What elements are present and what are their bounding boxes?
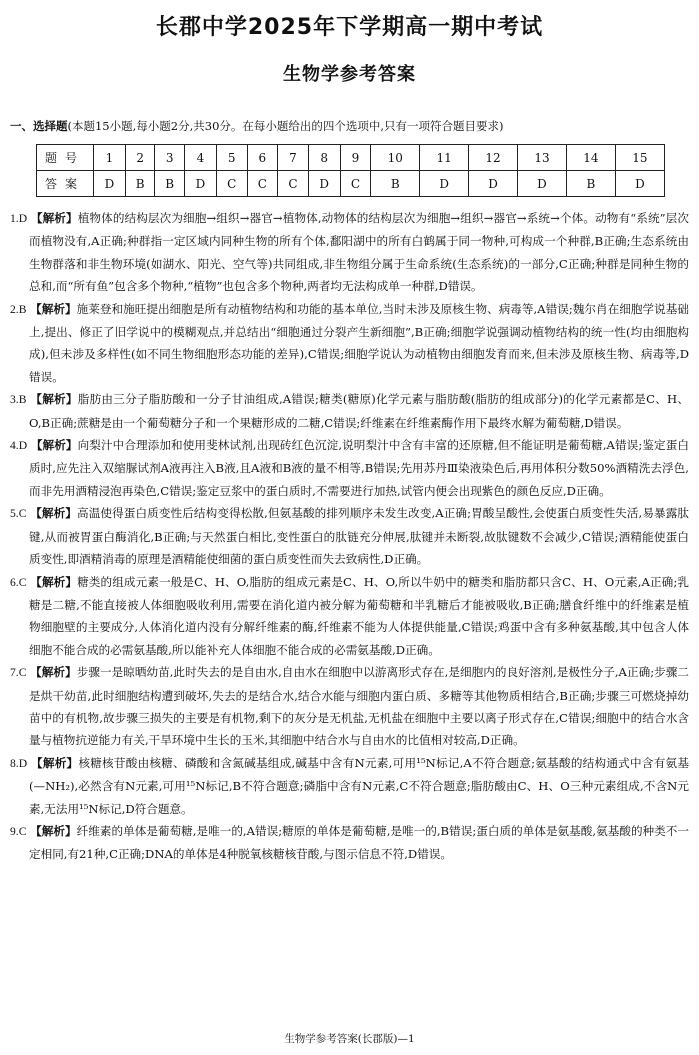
- question-number-row: [37, 145, 665, 171]
- row-label-answer: 答案: [37, 171, 94, 197]
- analysis-tag: 【解析】: [30, 506, 78, 521]
- row-label-question: 题号: [37, 145, 94, 171]
- item-number: 4.D: [10, 439, 28, 453]
- document-subtitle: 生物学参考答案: [283, 64, 416, 85]
- explanation-item: [10, 752, 689, 820]
- explanation-text: 步骤一是晾晒幼苗,此时失去的是自由水,自由水在细胞中以游离形式存在,是细胞内的良好溶剂,是极性分子,A正确;步骤二是烘干幼苗,此时细胞结构遭到破坏,失去的是结合水,结合水能与细胞内蛋白质、多糖等其他物质相结合,B正确;步骤三可燃烧掉幼苗中的有机物,故步骤三损失的主要是有机物,剩下的灰分是无机盐,无机盐在细胞中主要以离子形式存在,C错误;细胞中的结合水含量与植物抗逆能力有关,干旱环境中生长的玉米,其细胞中结合水与自由水的比值相对较高,D正确。: [29, 665, 689, 748]
- section-heading: [10, 118, 690, 134]
- question-number: 15: [615, 145, 664, 171]
- explanation-item: [10, 298, 689, 389]
- explanation-text: 高温使得蛋白质变性后结构变得松散,但氨基酸的排列顺序未发生改变,A正确;胃酸呈酸性,会使蛋白质变性失活,易暴露肽键,从而被胃蛋白酶消化,B正确;与天然蛋白相比,变性蛋白的肽链充分伸展,肽键并未断裂,故肽键数不会减少,C错误;酒精能使蛋白质变性,即酒精消毒的原理是酒精能使细菌的蛋白质变性而失去致病性,D正确。: [29, 506, 690, 567]
- question-number: 3: [155, 145, 185, 171]
- analysis-tag: 【解析】: [30, 211, 78, 225]
- answer-cell: D: [518, 171, 567, 197]
- answer-cell: B: [125, 171, 155, 197]
- page-footer: 生物学参考答案(长郡版)—1: [284, 1033, 415, 1045]
- item-number: 5.C: [10, 507, 27, 521]
- analysis-tag: 【解析】: [30, 665, 77, 680]
- question-number: 5: [216, 145, 247, 171]
- answer-cell: C: [340, 171, 371, 197]
- question-number: 4: [184, 145, 216, 171]
- item-number: 2.B: [10, 302, 27, 316]
- analysis-tag: 【解析】: [30, 392, 78, 407]
- question-number: 10: [371, 145, 420, 171]
- answer-cell: C: [278, 171, 309, 197]
- question-number: 14: [566, 145, 615, 171]
- answer-cell: D: [184, 171, 216, 197]
- question-number: 8: [308, 145, 340, 171]
- item-number: 3.B: [10, 393, 27, 407]
- explanation-item: [10, 388, 689, 434]
- answer-cell: D: [94, 171, 126, 197]
- explanation-text: 脂肪由三分子脂肪酸和一分子甘油组成,A错误;糖类(糖原)化学元素与脂肪酸(脂肪的组成部分)的化学元素都是C、H、O,B正确;蔗糖是由一个葡萄糖分子和一个果糖形成的二糖,C错误;纤维素在纤维素酶作用下最终水解为葡萄糖,D错误。: [29, 392, 689, 430]
- item-number: 7.C: [10, 666, 27, 680]
- explanation-text: 核糖核苷酸由核糖、磷酸和含氮碱基组成,碱基中含有N元素,可用¹⁵N标记,A不符合题意;氨基酸的结构通式中含有氨基(—NH₂),必然含有N元素,可用¹⁵N标记,B不符合题意;磷脂中含有N元素,C不符合题意;脂肪酸由C、H、O三种元素组成,不含N元素,无法用¹⁵N标记,D符合题意。: [29, 755, 689, 816]
- answer-cell: C: [216, 171, 247, 197]
- answer-cell: B: [371, 171, 420, 197]
- item-number: 9.C: [10, 824, 27, 838]
- answer-cell: D: [308, 171, 340, 197]
- explanation-text: 植物体的结构层次为细胞→组织→器官→植物体,动物体的结构层次为细胞→组织→器官→系统→个体。动物有“系统”层次而植物没有,A正确;种群指一定区域内同种生物的所有个体,鄱阳湖中的所有白鹤属于同一物种,可构成一个种群,B正确;生态系统由生物群落和非生物环境(如湖水、阳光、空气等)共同组成,非生物组分属于生命系统(生态系统)的一部分,C正确;种群是同种生物的总和,而“所有鱼”包含多个物种,“植物”也包含多个物种,两者均无法构成单一种群,D错误。: [29, 211, 689, 294]
- explanation-text: 糖类的组成元素一般是C、H、O,脂肪的组成元素是C、H、O,所以牛奶中的糖类和脂肪都只含C、H、O元素,A正确;乳糖是二糖,不能直接被人体细胞吸收利用,需要在消化道内被分解为葡萄糖和半乳糖后才能被吸收,B正确;膳食纤维中的纤维素是植物细胞壁的主要成分,人体消化道内没有分解纤维素的酶,纤维素不能为人体提供能量,C错误;鸡蛋中含有多种氨基酸,其中包含人体细胞不能合成的必需氨基酸,所以能补充人体细胞不能合成的必需氨基酸,D正确。: [29, 574, 690, 657]
- question-number: 6: [247, 145, 278, 171]
- explanation-item: [10, 434, 689, 502]
- item-number: 6.C: [10, 575, 27, 589]
- answer-row: [37, 171, 665, 197]
- explanation-item: [10, 820, 689, 866]
- explanation-item: [10, 207, 689, 298]
- question-number: 1: [94, 145, 126, 171]
- explanation-item: [10, 661, 689, 752]
- analysis-tag: 【解析】: [30, 301, 77, 316]
- answer-table: [36, 144, 665, 197]
- answer-cell: C: [247, 171, 278, 197]
- item-number: 1.D: [10, 212, 28, 225]
- answer-cell: D: [469, 171, 518, 197]
- answer-cell: D: [615, 171, 664, 197]
- analysis-tag: 【解析】: [30, 574, 78, 589]
- question-number: 7: [278, 145, 309, 171]
- answer-cell: D: [420, 171, 469, 197]
- explanation-text: 施莱登和施旺提出细胞是所有动植物结构和功能的基本单位,当时未涉及原核生物、病毒等,A错误;魏尔肖在细胞学说基础上,提出、修正了旧学说中的模糊观点,并总结出“细胞通过分裂产生新细胞”,B正确;细胞学说强调动植物结构的统一性(均由细胞构成),但未涉及多样性(如不同生物细胞形态功能的差异),C错误;细胞学说认为动植物由细胞发育而来,但未涉及原核生物、病毒等,D错误。: [29, 301, 689, 384]
- explanation-text: 向梨汁中合理添加和使用斐林试剂,出现砖红色沉淀,说明梨汁中含有丰富的还原糖,但不能证明是葡萄糖,A错误;鉴定蛋白质时,应先注入双缩脲试剂A液再注入B液,且A液和B液的量不相等,B错误;先用苏丹Ⅲ染液染色后,再用体积分数50%酒精洗去浮色,而非先用酒精浸泡再染色,C错误;鉴定豆浆中的蛋白质时,不需要进行加热,试管内便会出现紫色的颜色反应,D正确。: [29, 438, 689, 498]
- explanation-text: 纤维素的单体是葡萄糖,是唯一的,A错误;糖原的单体是葡萄糖,是唯一的,B错误;蛋白质的单体是氨基酸,氨基酸的种类不一定相同,有21种,C正确;DNA的单体是4种脱氧核糖核苷酸,与图示信息不符,D错误。: [29, 823, 689, 862]
- answer-cell: B: [566, 171, 615, 197]
- analysis-tag: 【解析】: [31, 755, 79, 770]
- item-number: 8.D: [10, 756, 28, 770]
- question-number: 13: [518, 145, 567, 171]
- explanation-item: [10, 502, 689, 570]
- explanation-item: [10, 571, 689, 662]
- question-number: 12: [469, 145, 518, 171]
- section-note: (本题15小题,每小题2分,共30分。在每小题给出的四个选项中,只有一项符合题目要求): [67, 119, 504, 133]
- question-number: 9: [340, 145, 371, 171]
- exam-title: 长郡中学2025年下学期高一期中考试: [155, 15, 544, 40]
- analysis-tag: 【解析】: [30, 823, 77, 838]
- explanation-list: [10, 207, 689, 866]
- section-label: 一、选择题: [10, 119, 68, 133]
- question-number: 2: [125, 145, 155, 171]
- question-number: 11: [420, 145, 469, 171]
- answer-cell: B: [155, 171, 185, 197]
- analysis-tag: 【解析】: [30, 438, 78, 453]
